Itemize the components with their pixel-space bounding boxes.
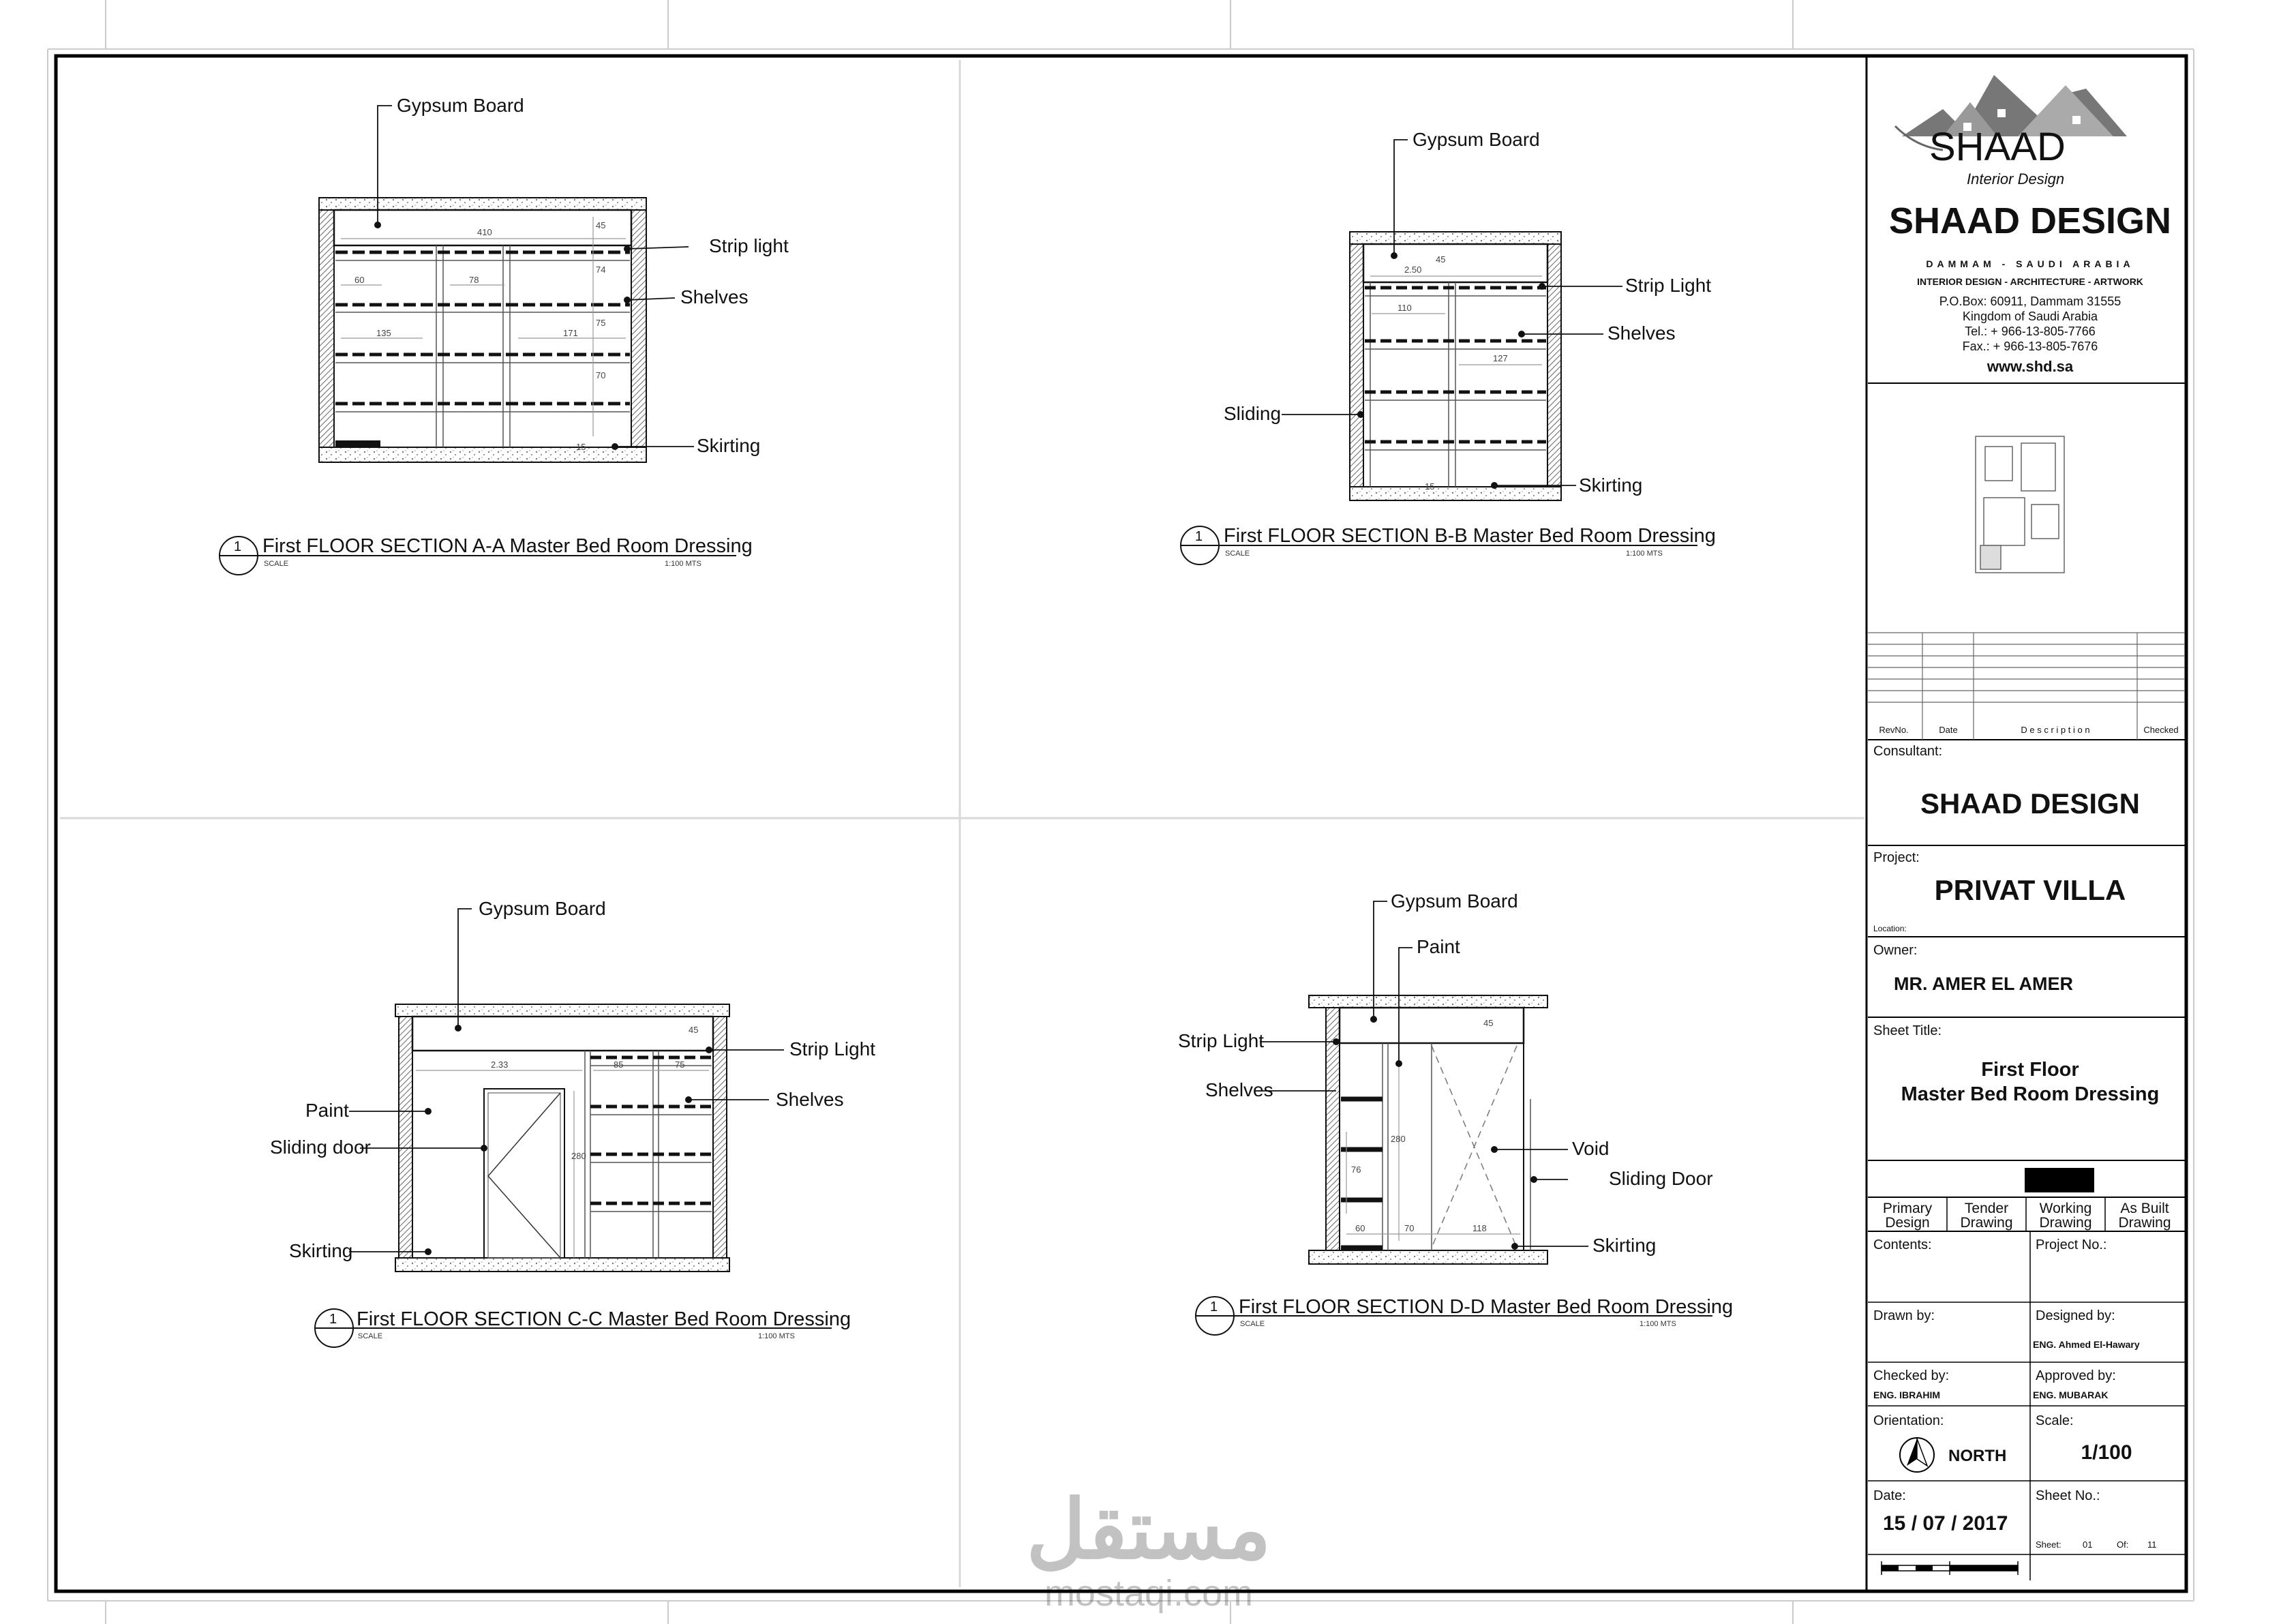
of-value: 11 [2147, 1539, 2157, 1550]
sheet-value: 01 [2083, 1539, 2093, 1550]
label-shelves: Shelves [1205, 1079, 1273, 1100]
project-label: Project: [1873, 850, 1920, 865]
dim-text: 15 [1425, 481, 1435, 492]
label-gypsum-board: Gypsum Board [479, 898, 606, 919]
orientation-value: NORTH [1948, 1447, 2007, 1465]
gypsum-box [1340, 1008, 1524, 1043]
scale-units: 1:100 MTS [665, 560, 701, 568]
label-shelves: Shelves [776, 1089, 844, 1110]
company-services: INTERIOR DESIGN - ARCHITECTURE - ARTWORK [1917, 276, 2143, 287]
right-wall [1547, 244, 1561, 487]
company-web: www.shd.sa [1987, 358, 2074, 375]
dim-text: 280 [571, 1151, 586, 1161]
dim-text: 118 [1472, 1223, 1487, 1233]
dim-text: 75 [675, 1059, 685, 1070]
rev-no-header: RevNo. [1879, 725, 1909, 735]
shaad-logo [1895, 75, 2127, 187]
of-label: Of: [2117, 1539, 2129, 1550]
floor-slab [319, 447, 646, 462]
watermark [1026, 1484, 1271, 1614]
label-gypsum-board: Gypsum Board [1413, 129, 1540, 150]
left-wall [1350, 244, 1363, 487]
sheet-label: Sheet: [2036, 1539, 2061, 1550]
sheet-title-label: Sheet Title: [1873, 1023, 1942, 1038]
designed-by-label: Designed by: [2036, 1308, 2115, 1323]
key-plan [1976, 436, 2064, 573]
label-gypsum-board: Gypsum Board [1391, 890, 1518, 912]
label-skirting: Skirting [1579, 475, 1643, 496]
floor-slab [1350, 487, 1561, 500]
sheet-no-label: Sheet No.: [2036, 1488, 2100, 1503]
dim-text: 78 [469, 275, 479, 285]
date-value: 15 / 07 / 2017 [1883, 1512, 2008, 1535]
dim-text: 410 [477, 227, 492, 237]
logo-tagline: Interior Design [1967, 170, 2065, 187]
stage-primary-l1: Primary [1882, 1201, 1933, 1216]
label-strip-light: Strip Light [1178, 1030, 1265, 1051]
dim-text: 60 [354, 275, 365, 285]
section-number: 1 [234, 539, 242, 554]
stage-working-l2: Drawing [2039, 1215, 2092, 1231]
sliding-door [484, 1089, 564, 1258]
ceiling-slab [1309, 995, 1547, 1008]
dim-text: 15 [576, 442, 586, 452]
checked-by-value: ENG. IBRAHIM [1873, 1389, 1940, 1400]
company-country: Kingdom of Saudi Arabia [1962, 310, 2098, 323]
scale-text: SCALE [358, 1332, 383, 1340]
stage-tender-l2: Drawing [1960, 1215, 2013, 1231]
label-shelves: Shelves [680, 286, 749, 307]
stage-tender-l1: Tender [1964, 1201, 2009, 1216]
sheet-title-line2: Master Bed Room Dressing [1901, 1083, 2160, 1105]
owner-value: MR. AMER EL AMER [1894, 974, 2073, 994]
void-cross [1432, 1046, 1517, 1248]
crop-lines [48, 0, 2194, 1624]
section-title: First FLOOR SECTION A-A Master Bed Room Dressing [262, 535, 753, 557]
dim-text: 70 [596, 370, 606, 380]
consultant-label: Consultant: [1873, 744, 1943, 759]
section-title: First FLOOR SECTION B-B Master Bed Room Dressing [1224, 525, 1716, 547]
sheet-title-line1: First Floor [1981, 1059, 2079, 1081]
label-gypsum-board: Gypsum Board [397, 95, 524, 116]
drawn-by-label: Drawn by: [1873, 1308, 1935, 1323]
ceiling-slab [1350, 232, 1561, 244]
floor-slab [395, 1258, 729, 1272]
label-skirting: Skirting [1592, 1235, 1657, 1256]
north-arrow-icon [1900, 1438, 1934, 1472]
label-strip-light: Strip light [709, 235, 789, 256]
company-city: DAMMAM - SAUDI ARABIA [1926, 258, 2134, 269]
scale-value: 1/100 [2081, 1441, 2132, 1464]
skirting [335, 440, 380, 447]
dim-text: 127 [1493, 353, 1508, 363]
section-title: First FLOOR SECTION C-C Master Bed Room Dressing [357, 1308, 851, 1330]
dim-text: 171 [563, 328, 578, 338]
watermark-latin: mostaqi.com [1044, 1573, 1254, 1614]
label-paint: Paint [305, 1100, 349, 1121]
left-wall [399, 1017, 412, 1258]
dim-text: 75 [596, 318, 606, 328]
project-no-label: Project No.: [2036, 1237, 2107, 1252]
scale-units: 1:100 MTS [1626, 550, 1663, 558]
left-wall [319, 210, 334, 447]
ceiling-slab [395, 1004, 729, 1017]
rev-description-header: D e s c r i p t i o n [2021, 725, 2090, 735]
designed-by-value: ENG. Ahmed El-Hawary [2033, 1339, 2140, 1350]
dim-text: 85 [614, 1059, 624, 1070]
stage-asbuilt-l1: As Built [2120, 1201, 2169, 1216]
label-skirting: Skirting [697, 435, 761, 456]
right-wall [713, 1017, 727, 1258]
section-c-c [270, 898, 875, 1347]
section-d-d [1178, 890, 1733, 1335]
title-block [1868, 75, 2185, 1580]
dim-text: 60 [1355, 1223, 1365, 1233]
section-a-a [220, 95, 789, 575]
revisions-table [1868, 633, 2185, 740]
project-value: PRIVAT VILLA [1934, 874, 2126, 906]
label-sliding-door: Sliding door [270, 1137, 371, 1158]
dim-text: 110 [1398, 303, 1412, 313]
stage-primary-l2: Design [1885, 1215, 1930, 1231]
label-strip-light: Strip Light [1625, 275, 1712, 296]
approved-by-value: ENG. MUBARAK [2033, 1389, 2109, 1400]
label-strip-light: Strip Light [789, 1038, 876, 1059]
company-name: SHAAD DESIGN [1888, 200, 2172, 241]
company-fax: Fax.: + 966-13-805-7676 [1962, 340, 2098, 353]
dim-text: 74 [596, 265, 606, 275]
dim-text: 135 [376, 328, 391, 338]
section-number: 1 [329, 1312, 337, 1327]
stage-asbuilt-l2: Drawing [2118, 1215, 2171, 1231]
approved-by-label: Approved by: [2036, 1368, 2116, 1383]
label-paint: Paint [1417, 936, 1460, 957]
right-wall [631, 210, 646, 447]
scale-text: SCALE [264, 560, 289, 568]
label-sliding: Sliding [1224, 403, 1282, 424]
orientation-label: Orientation: [1873, 1413, 1944, 1428]
owner-label: Owner: [1873, 943, 1918, 958]
ceiling-slab [319, 198, 646, 210]
dim-text: 45 [689, 1025, 699, 1035]
consultant-value: SHAAD DESIGN [1920, 787, 2141, 819]
watermark-arabic: مستقل [1026, 1484, 1271, 1576]
label-shelves: Shelves [1607, 322, 1676, 344]
section-number: 1 [1210, 1299, 1218, 1314]
scale-text: SCALE [1225, 550, 1250, 558]
dim-text: 76 [1351, 1164, 1361, 1175]
rev-checked-header: Checked [2143, 725, 2179, 735]
label-sliding-door: Sliding Door [1609, 1168, 1713, 1189]
dim-text: 70 [1404, 1223, 1415, 1233]
dim-text: 280 [1391, 1134, 1406, 1144]
scale-units: 1:100 MTS [758, 1332, 795, 1340]
logo-brand: SHAAD [1929, 125, 2066, 169]
section-b-b [1181, 129, 1716, 565]
dim-text: 45 [1436, 254, 1446, 265]
contents-label: Contents: [1873, 1237, 1932, 1252]
company-tel: Tel.: + 966-13-805-7766 [1965, 325, 2096, 338]
label-skirting: Skirting [289, 1240, 353, 1261]
dim-text: 2.50 [1404, 265, 1422, 275]
shelf-lines [590, 1057, 712, 1203]
scale-units: 1:100 MTS [1640, 1320, 1676, 1328]
scale-label: Scale: [2036, 1413, 2074, 1428]
checked-by-label: Checked by: [1873, 1368, 1950, 1383]
location-label: Location: [1873, 924, 1907, 933]
dim-text: 45 [596, 220, 606, 230]
dim-text: 45 [1483, 1018, 1494, 1028]
date-label: Date: [1873, 1488, 1906, 1503]
company-pobox: P.O.Box: 60911, Dammam 31555 [1939, 295, 2121, 308]
section-number: 1 [1195, 529, 1203, 544]
label-void: Void [1572, 1138, 1610, 1159]
floor-slab [1309, 1250, 1547, 1264]
stage-indicator [2025, 1168, 2094, 1192]
stage-working-l1: Working [2039, 1201, 2092, 1216]
rev-date-header: Date [1939, 725, 1958, 735]
dim-text: 2.33 [491, 1059, 509, 1070]
section-title: First FLOOR SECTION D-D Master Bed Room Dressing [1239, 1296, 1734, 1318]
graphic-scale-bar [1882, 1561, 2018, 1575]
scale-text: SCALE [1240, 1320, 1265, 1328]
